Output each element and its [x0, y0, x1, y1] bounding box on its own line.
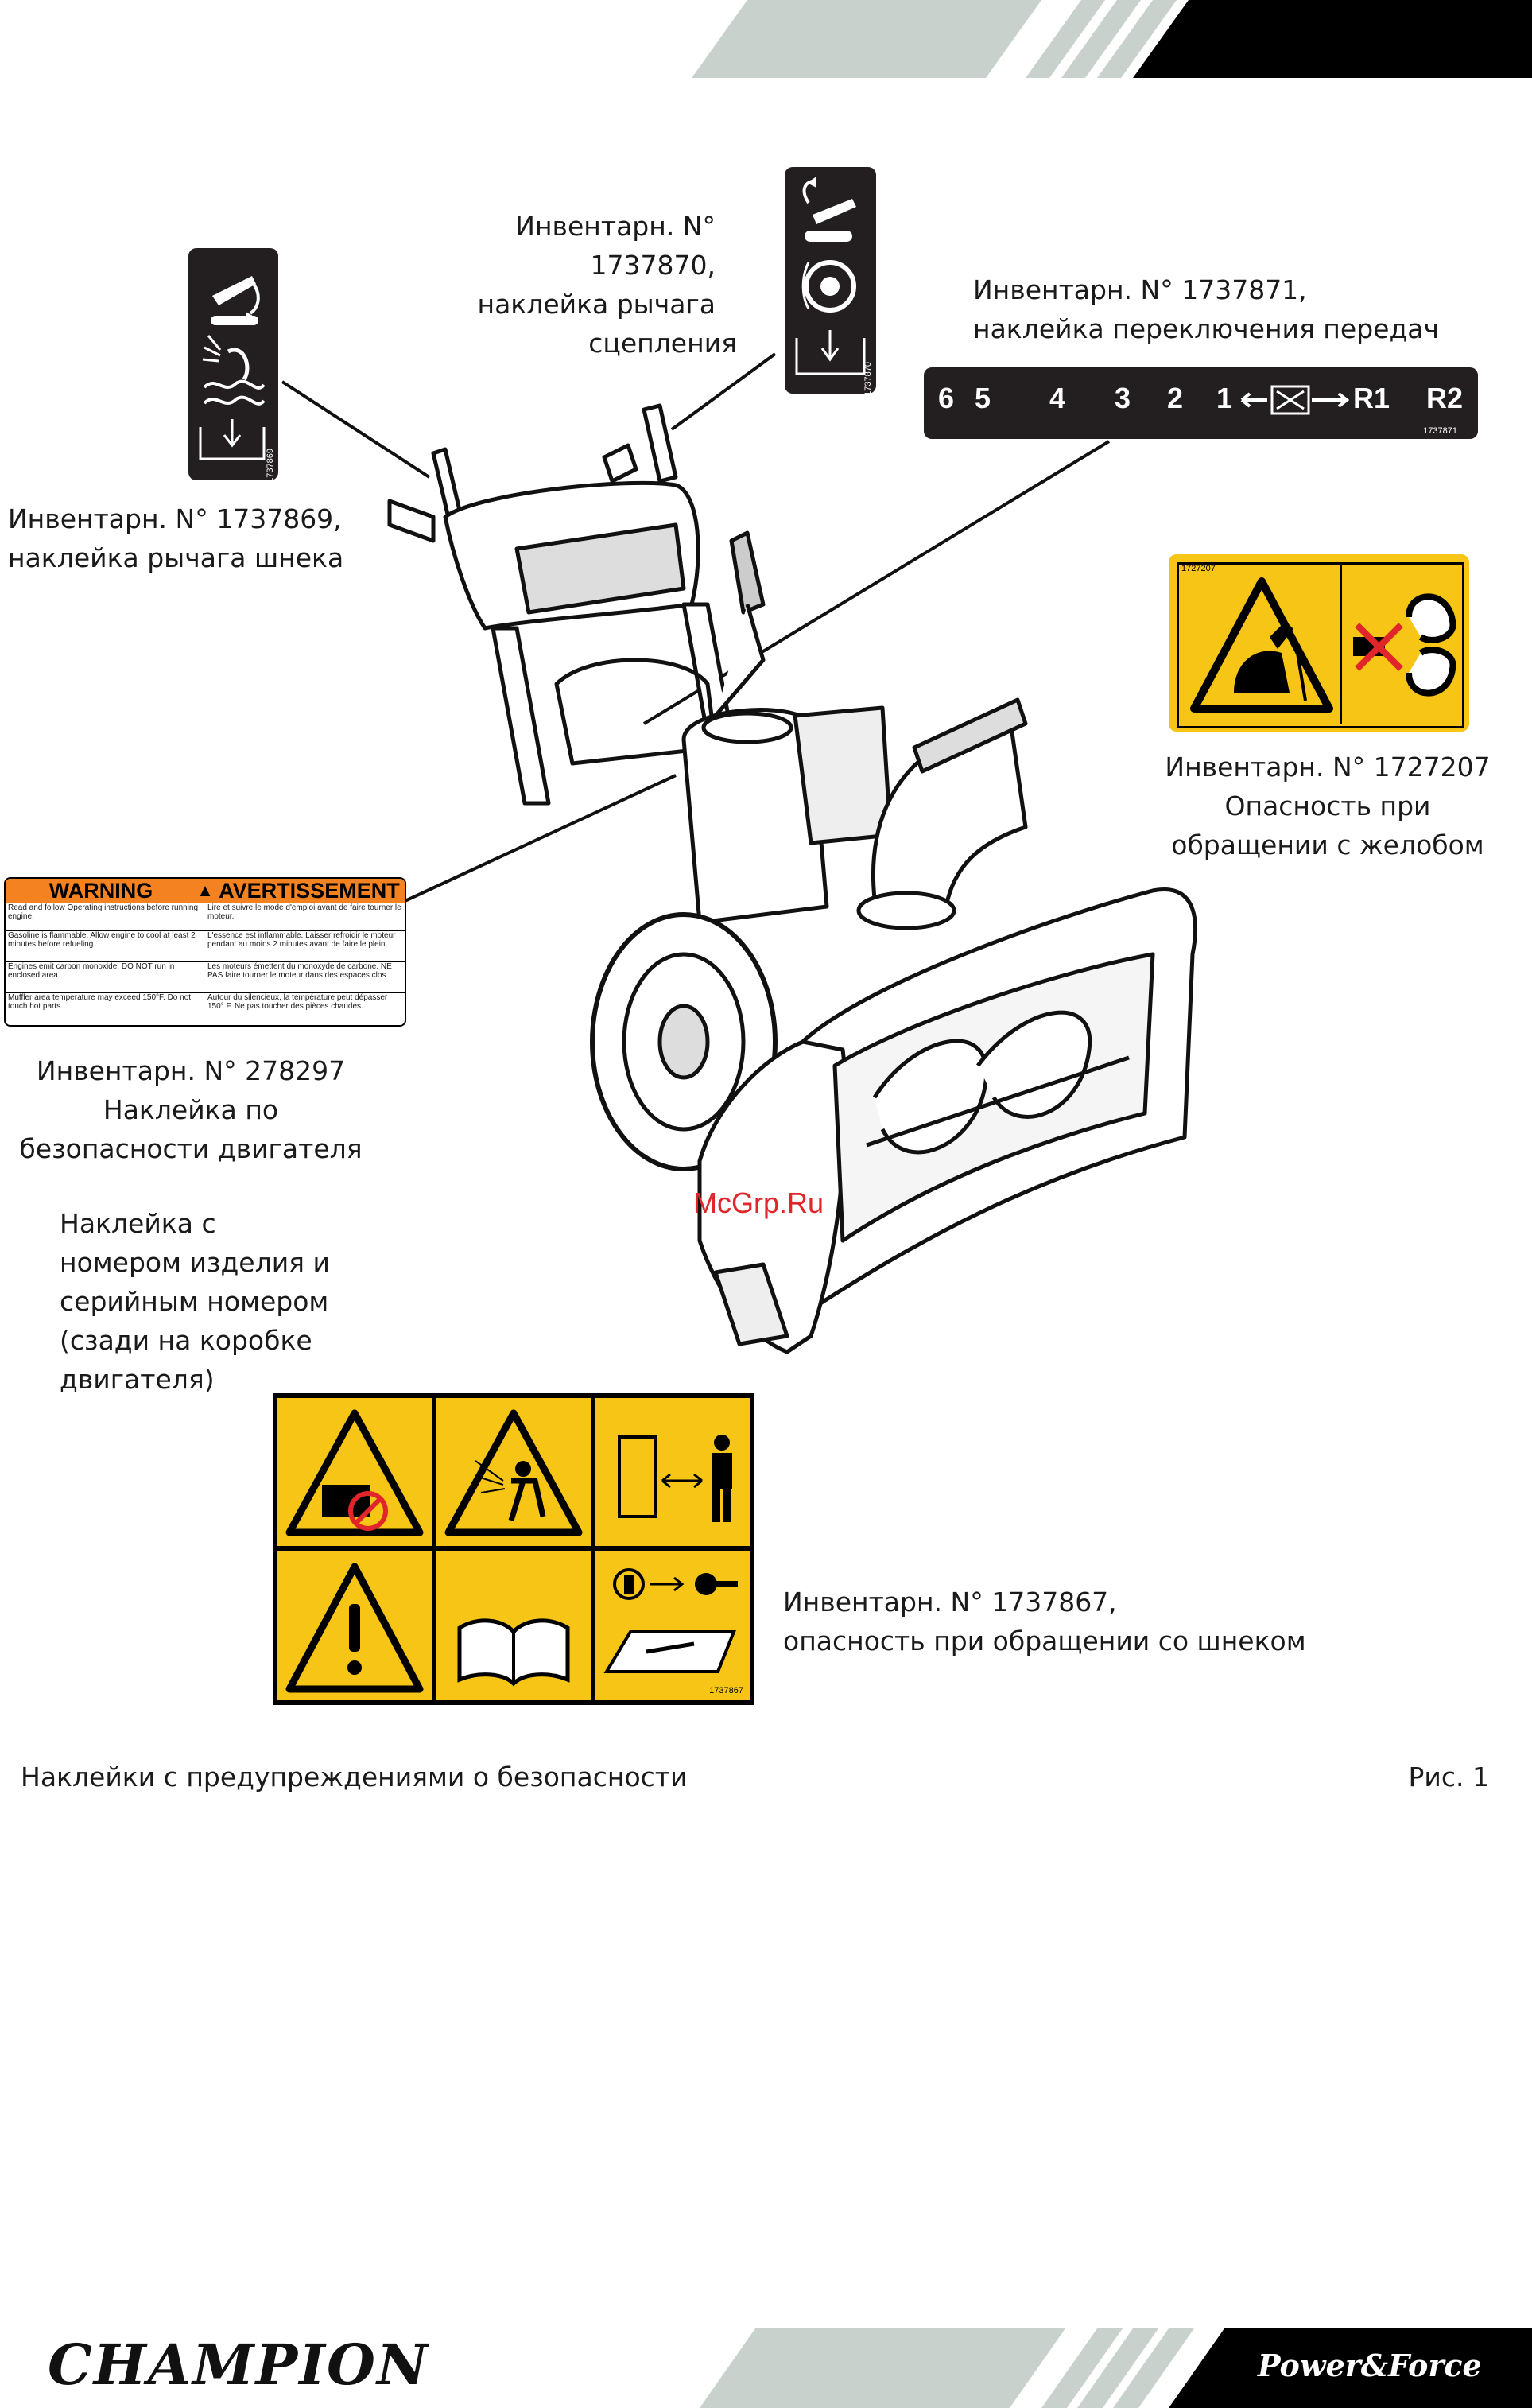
caption-1737871: Инвентарн. N° 1737871, наклейка переключения передач	[973, 274, 1439, 344]
warning-row-en: Engines emit carbon monoxide, DO NOT run in enclosed area.	[8, 962, 175, 980]
auger-hazard-grid	[273, 1393, 754, 1705]
gear-3: 3	[1115, 382, 1131, 414]
auger-hazard-code: 1737867	[709, 1686, 743, 1695]
warning-row-en: Read and follow Operating instructions before running engine.	[8, 903, 199, 921]
clutch-lever-code: 1737870	[863, 362, 873, 396]
engine-warning-decal	[4, 877, 406, 1027]
gear-5: 5	[975, 382, 991, 414]
warning-row-en: Gasoline is flammable. Allow engine to cool at least 2 minutes before refueling.	[8, 931, 196, 949]
warning-row-fr: Autour du silencieux, la température peut dépasser 150° F. Ne pas toucher des pièces chaudes.	[207, 993, 388, 1011]
champion-logo: CHAMPION	[48, 2332, 429, 2398]
power-force-slogan: Power&Force	[1258, 2348, 1482, 2383]
figure-number: Рис. 1	[1408, 1761, 1489, 1792]
watermark: McGrp.Ru	[693, 1187, 824, 1219]
clutch-lever-pictogram-icon	[785, 167, 876, 394]
auger-lever-decal	[188, 248, 278, 483]
caption-1737867: Инвентарн. N° 1737867, опасность при обращении со шнеком	[783, 1587, 1306, 1656]
gear-shift-decal	[924, 367, 1478, 439]
warning-row	[6, 930, 405, 961]
gear-4: 4	[1049, 382, 1066, 414]
warning-row	[6, 903, 405, 930]
gear-shift-code: 1737871	[1423, 426, 1457, 436]
gear-2: 2	[1167, 382, 1184, 414]
gear-r1: R1	[1353, 382, 1390, 414]
avertissement-title: AVERTISSEMENT	[219, 878, 400, 903]
gear-shift-wheel-icon	[1235, 380, 1355, 420]
warning-row-en: Muffler area temperature may exceed 150°F. Do not touch hot parts.	[8, 993, 192, 1011]
auger-lever-pictogram-icon	[188, 248, 278, 480]
hand-impeller-icon	[1345, 573, 1460, 717]
auger-hazard-decal	[273, 1393, 754, 1705]
caption-278297: Инвентарн. N° 278297 Наклейка по безопасности двигателя	[19, 1055, 363, 1164]
chute-warning-triangle-icon	[1186, 573, 1337, 717]
gear-6: 6	[938, 382, 955, 414]
gear-1: 1	[1216, 382, 1233, 414]
caption-1737870: Инвентарн. N° 1737870, наклейка рычага сцепления	[477, 211, 737, 359]
caption-1727207: Инвентарн. N° 1727207 Опасность при обращении с желобом	[1165, 752, 1491, 860]
warning-triangle-icon: ▲	[196, 880, 214, 900]
auger-lever-code: 1737869	[266, 449, 275, 483]
figure-caption: Наклейки с предупреждениями о безопасности	[21, 1761, 688, 1792]
chute-hazard-decal	[1169, 554, 1469, 732]
clutch-lever-decal	[785, 167, 876, 394]
caption-serial-number: Наклейка с номером изделия и серийным номером (сзади на коробке двигателя)	[60, 1208, 330, 1395]
warning-row	[6, 992, 405, 1025]
gear-r2: R2	[1426, 382, 1464, 414]
warning-row-fr: L'essence est inflammable. Laisser refroidir le moteur pendant au moins 2 minutes avant de faire le plein.	[207, 931, 396, 949]
warning-row	[6, 961, 405, 992]
caption-1737869: Инвентарн. N° 1737869, наклейка рычага шнека	[8, 503, 344, 573]
warning-row-fr: Lire et suivre le mode d'emploi avant de faire tourner le moteur.	[207, 903, 401, 921]
warning-title: WARNING	[48, 878, 153, 903]
warning-row-fr: Les moteurs émettent du monoxyde de carbone. NE PAS faire tourner le moteur dans des espaces clos.	[207, 962, 392, 980]
chute-hazard-code: 1727207	[1181, 564, 1216, 573]
